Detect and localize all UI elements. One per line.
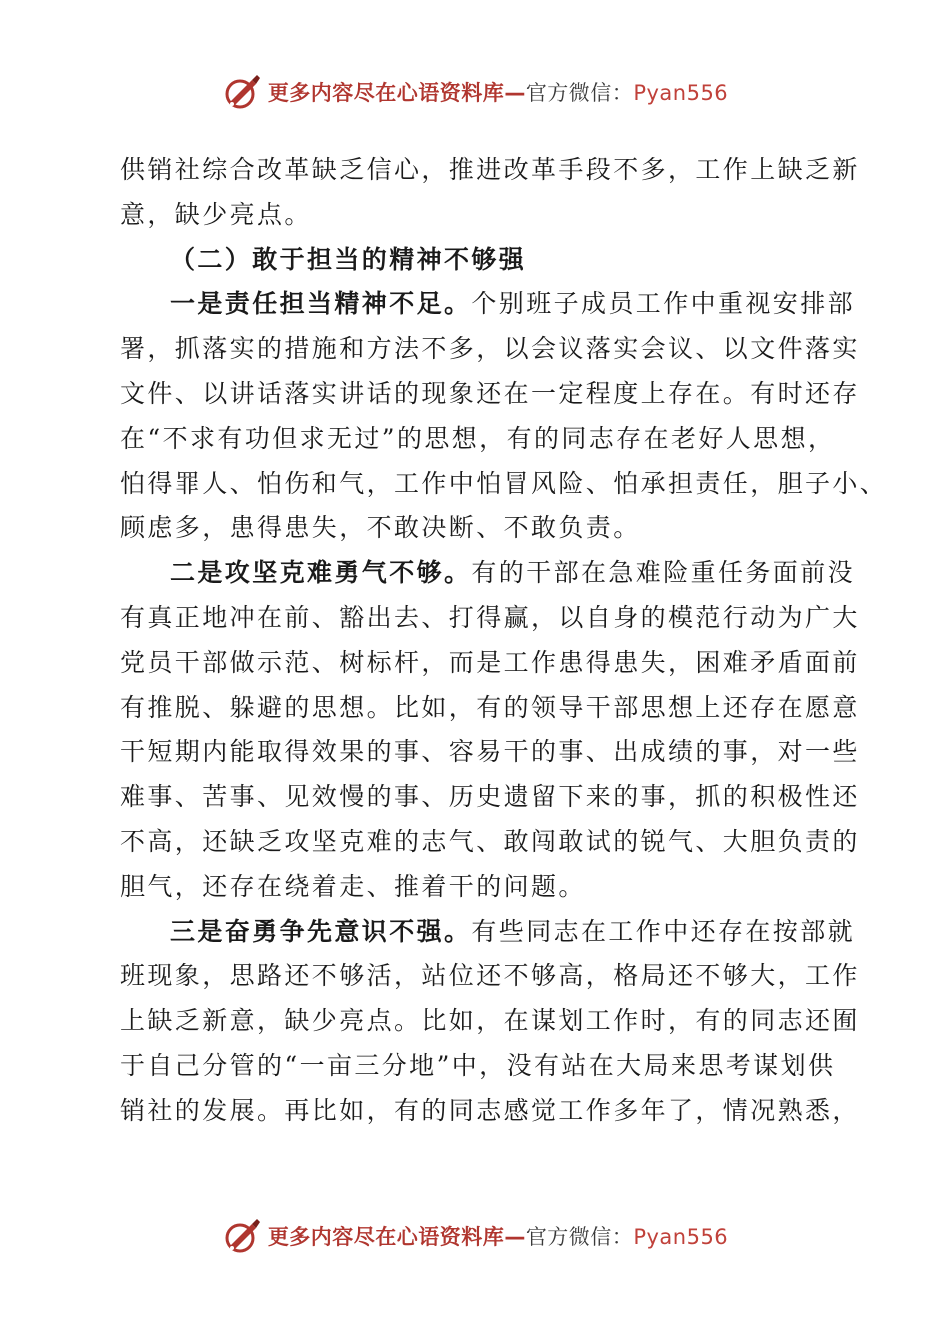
paragraph-first-line — [120, 282, 856, 327]
banner-text — [268, 1221, 728, 1251]
banner-official-label: 官方微信： — [525, 1225, 634, 1249]
footer-watermark-banner — [0, 1214, 950, 1258]
text-line: 上缺乏新意，缺少亮点。比如，在谋划工作时，有的同志还囿 — [120, 1006, 860, 1036]
paragraph-first-line — [120, 910, 856, 955]
pen-logo-icon — [222, 72, 262, 112]
banner-dash: — — [504, 81, 526, 105]
banner-title: 更多内容尽在心语资料库 — [267, 81, 505, 105]
paragraph-lead-bold: 一是责任担当精神不足。 — [170, 289, 472, 319]
text-line: 胆气，还存在绕着走、推着干的问题。 — [120, 871, 586, 901]
text-line: 供销社综合改革缺乏信心，推进改革手段不多，工作上缺乏新 — [120, 155, 860, 184]
text-line: 党员干部做示范、树标杆，而是工作患得患失，困难矛盾面前 — [120, 647, 860, 677]
paragraph-lead-bold: 二是攻坚克难勇气不够。 — [170, 558, 472, 588]
banner-wechat-id: Pyan556 — [633, 81, 729, 105]
text-line: 顾虑多，患得患失，不敢决断、不敢负责。 — [120, 513, 641, 543]
text-line: 班现象，思路还不够活，站位还不够高，格局还不够大，工作 — [120, 961, 860, 991]
text-line: 在“不求有功但求无过”的思想，有的同志存在老好人思想， — [120, 423, 836, 453]
text-line: 有推脱、躲避的思想。比如，有的领导干部思想上还存在愿意 — [120, 692, 860, 722]
pen-logo-icon — [222, 1216, 262, 1256]
paragraph-first-line-text: 个别班子成员工作中重视安排部 — [471, 289, 856, 319]
text-line: 销社的发展。再比如，有的同志感觉工作多年了，情况熟悉， — [120, 1095, 860, 1125]
paragraph-first-line — [120, 551, 856, 596]
text-line: 不高，还缺乏攻坚克难的志气、敢闯敢试的锐气、大胆负责的 — [120, 826, 860, 856]
document-body — [120, 148, 888, 1134]
text-line: 署，抓落实的措施和方法不多，以会议落实会议、以文件落实 — [120, 334, 860, 364]
text-line: 难事、苦事、见效慢的事、历史遗留下来的事，抓的积极性还 — [120, 782, 860, 812]
text-line: 怕得罪人、怕伤和气，工作中怕冒风险、怕承担责任，胆子小、 — [120, 468, 888, 498]
banner-wechat-id: Pyan556 — [633, 1225, 729, 1249]
banner-title: 更多内容尽在心语资料库 — [267, 1225, 505, 1249]
banner-dash: — — [504, 1225, 526, 1249]
header-watermark-banner — [0, 70, 950, 114]
text-line: 有真正地冲在前、豁出去、打得赢，以自身的模范行动为广大 — [120, 602, 860, 632]
banner-text — [268, 77, 728, 107]
section-heading: （二）敢于担当的精神不够强 — [170, 244, 527, 274]
text-line: 干短期内能取得效果的事、容易干的事、出成绩的事，对一些 — [120, 737, 860, 767]
text-line: 文件、以讲话落实讲话的现象还在一定程度上存在。有时还存 — [120, 378, 860, 408]
paragraph-lead-bold: 三是奋勇争先意识不强。 — [170, 916, 472, 946]
paragraph-first-line-text: 有些同志在工作中还存在按部就 — [471, 916, 856, 946]
text-line: 意，缺少亮点。 — [120, 199, 312, 229]
text-line: 于自己分管的“一亩三分地”中，没有站在大局来思考谋划供 — [120, 1050, 836, 1080]
banner-official-label: 官方微信： — [525, 81, 634, 105]
paragraph-first-line-text: 有的干部在急难险重任务面前没 — [471, 558, 856, 588]
